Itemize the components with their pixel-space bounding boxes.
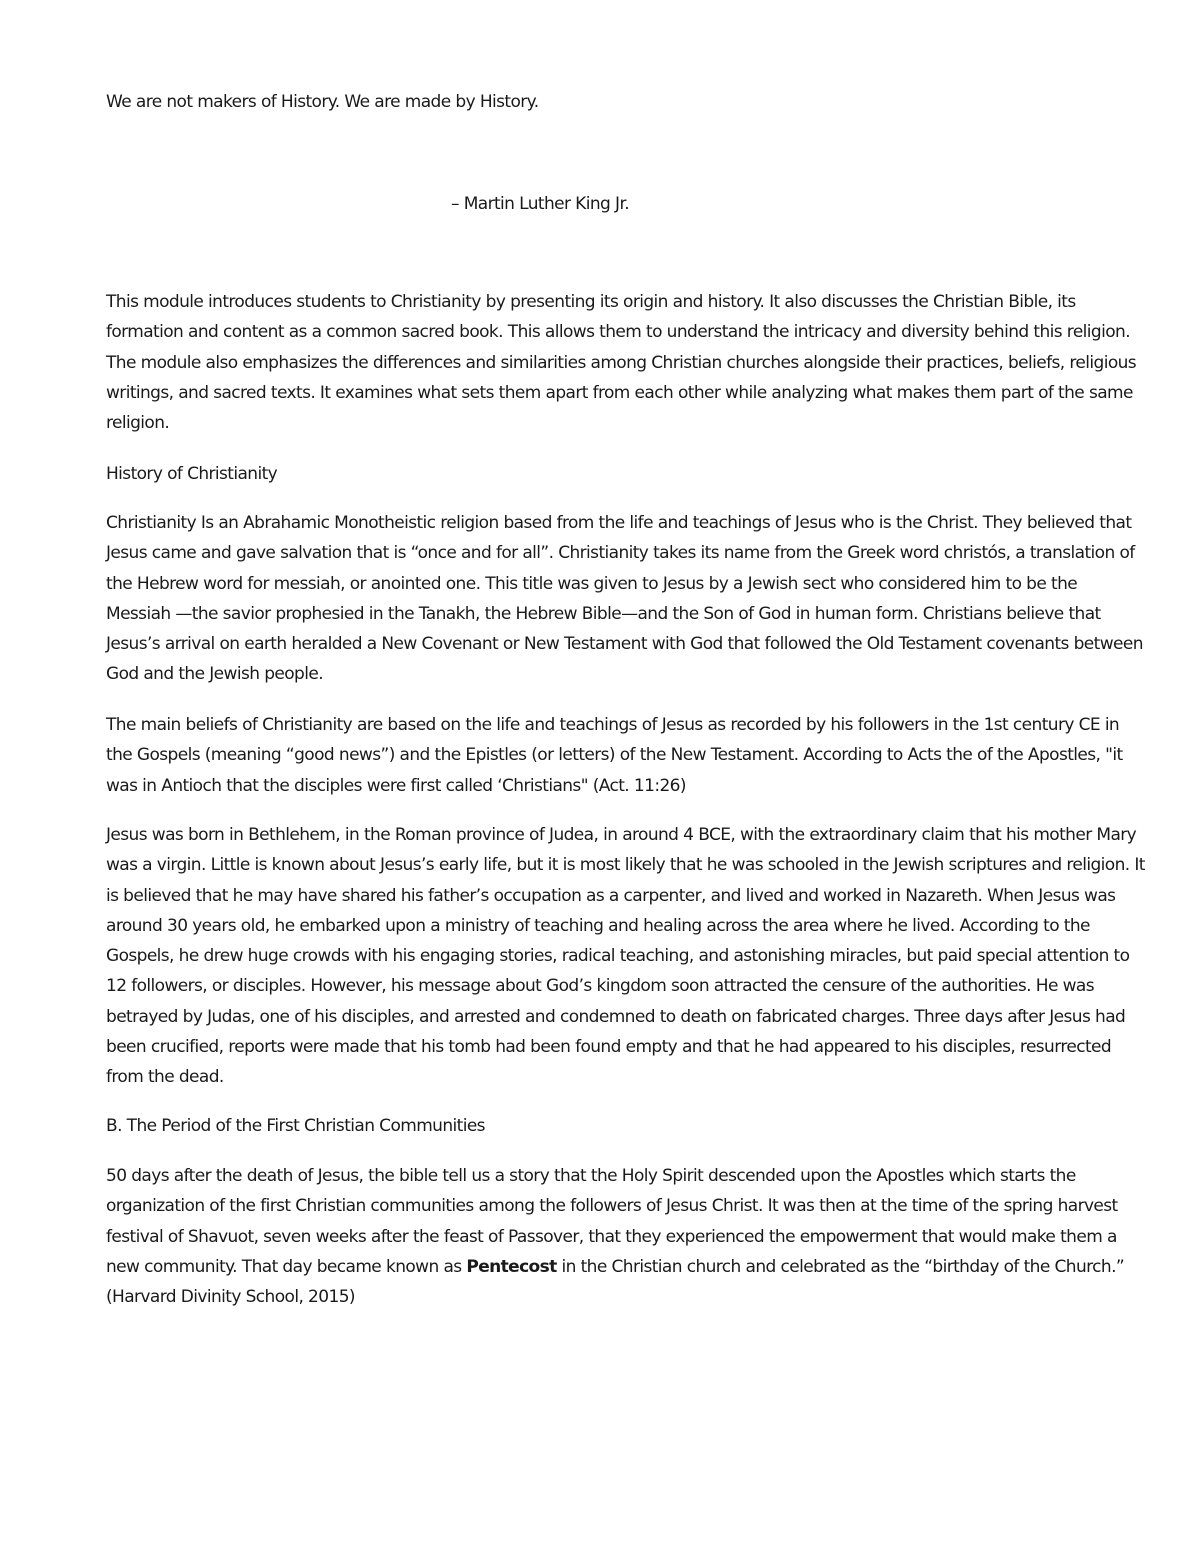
history-paragraph-2: The main beliefs of Christianity are based on the life and teachings of Jesus as recorded by his followers in the 1st century CE in the Gospels (meaning “good news”) and the Epistles (or letters) of the New Testament. According to Acts the of the Apostles, "it was in Antioch that the disciples were first called ‘Christians" (Act. 11:26) xyxy=(106,715,1123,796)
section-heading-history: History of Christianity xyxy=(106,464,278,484)
intro-paragraph: This module introduces students to Christianity by presenting its origin and history. It also discusses the Christian Bible, its formation and content as a common sacred book. This allows them to understand the intricacy and diversity behind this religion. The module also emphasizes the differences and similarities among Christian churches alongside their practices, beliefs, religious writings, and sacred texts. It examines what sets them apart from each other while analyzing what makes them part of the same religion. xyxy=(106,292,1137,434)
communities-text-end: in the Christian church and celebrated as the “birthday of the Church.” (Harvard Divinity School, 2015) xyxy=(106,1256,1125,1308)
pentecost-term: Pentecost xyxy=(466,1256,557,1277)
history-paragraph-3: Jesus was born in Bethlehem, in the Roman province of Judea, in around 4 BCE, with the extraordinary claim that his mother Mary was a virgin. Little is known about Jesus’s early life, but it is most likely that he was schooled in the Jewish scriptures and religion. It is believed that he may have shared his father’s occupation as a carpenter, and lived and worked in Nazareth. When Jesus was around 30 years old, he embarked upon a ministry of teaching and healing across the area where he lived. According to the Gospels, he drew huge crowds with his engaging stories, radical teaching, and astonishing miracles, but paid special attention to 12 followers, or disciples. However, his message about God’s kingdom soon attracted the censure of the authorities. He was betrayed by Judas, one of his disciples, and arrested and condemned to death on fabricated charges. Three days after Jesus had been crucified, reports were made that his tomb had been found empty and that he had appeared to his disciples, resurrected from the dead. xyxy=(106,825,1145,1088)
section-heading-communities: B. The Period of the First Christian Communities xyxy=(106,1116,485,1136)
epigraph-author: – Martin Luther King Jr. xyxy=(451,194,630,214)
communities-text-start: 50 days after the death of Jesus, the bible tell us a story that the Holy Spirit descended upon the Apostles which starts the organization of the first Christian communities among the followers of Jesus Christ. It was then at the time of the spring harvest festival of Shavuot, seven weeks after the feast of Passover, that they experienced the empowerment that would make them a new community. That day became known as xyxy=(106,1166,1118,1277)
communities-paragraph xyxy=(106,1161,1146,1312)
epigraph-quote: We are not makers of History. We are made by History. xyxy=(106,92,539,112)
history-paragraph-1: Christianity Is an Abrahamic Monotheistic religion based from the life and teachings of Jesus who is the Christ. They believed that Jesus came and gave salvation that is “once and for all”. Christianity takes its name from the Greek word christós, a translation of the Hebrew word for messiah, or anointed one. This title was given to Jesus by a Jewish sect who considered him to be the Messiah —the savior prophesied in the Tanakh, the Hebrew Bible—and the Son of God in human form. Christians believe that Jesus’s arrival on earth heralded a New Covenant or New Testament with God that followed the Old Testament covenants between God and the Jewish people. xyxy=(106,513,1143,685)
